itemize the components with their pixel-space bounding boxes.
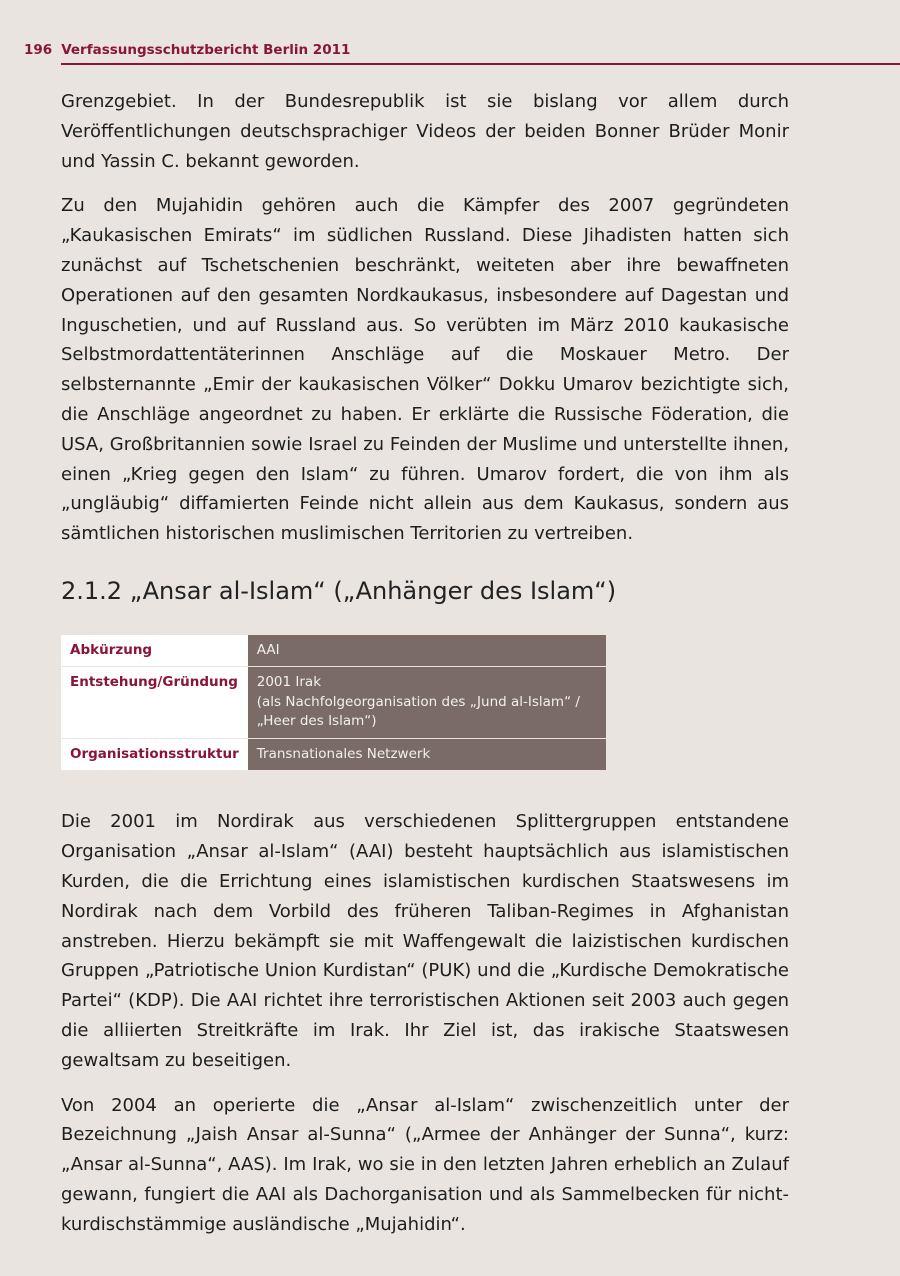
profile-table — [61, 635, 606, 772]
header-title: Verfassungsschutzbericht Berlin 2011 — [61, 42, 351, 58]
header-rule — [61, 63, 900, 65]
table-row — [61, 667, 606, 739]
paragraph: Zu den Mujahidin gehören auch die Kämpfer des 2007 gegründeten „Kaukasischen Emirats“ im südlichen Russland. Diese Jihadisten hatten sich zunächst auf Tschetschenien beschränkt, weiteten aber ihre bewaffneten Operationen auf den gesamten Nordkaukasus, insbesondere auf Dagestan und Inguschetien, und auf Russland aus. So verübten im März 2010 kaukasische Selbstmordattentäterinnen Anschläge auf die Moskauer Metro. Der selbsternannte „Emir der kaukasischen Völker“ Dokku Umarov bezichtigte sich, die Anschläge angeordnet zu haben. Er erklärte die Russische Föderation, die USA, Großbritannien sowie Israel zu Feinden der Muslime und unterstellte ihnen, einen „Krieg gegen den Islam“ zu führen. Umarov fordert, die von ihm als „ungläubig“ diffamierten Feinde nicht allein aus dem Kaukasus, sondern aus sämtlichen historischen muslimischen Territorien zu vertreiben. — [61, 195, 789, 545]
body-text — [61, 87, 789, 1255]
row-value — [248, 667, 606, 739]
row-key: Abkürzung — [61, 635, 248, 667]
paragraph: Von 2004 an operierte die „Ansar al-Islam“ zwischenzeitlich unter der Bezeichnung „Jaish Ansar al-Sunna“ („Armee der Anhänger der Sunna“, kurz: „Ansar al-Sunna“, AAS). Im Irak, wo sie in den letzten Jahren erheblich an Zulauf gewann, fungiert die AAI als Dachorganisation und als Sammelbecken für nicht-kurdischstämmige ausländische „Mujahidin“. — [61, 1094, 789, 1235]
table-row — [61, 635, 606, 667]
section-heading: 2.1.2 „Ansar al-Islam“ („Anhänger des Islam“) — [61, 576, 617, 605]
row-value — [248, 635, 606, 667]
value-line: (als Nachfolgeorganisation des „Jund al-Islam“ / — [256, 693, 580, 710]
value-line: „Heer des Islam“) — [256, 713, 377, 730]
value-line: 2001 Irak — [256, 674, 322, 691]
running-header — [24, 40, 900, 62]
paragraph: Grenzgebiet. In der Bundesrepublik ist sie bislang vor allem durch Veröffentlichungen deutschsprachiger Videos der beiden Bonner Brüder Monir und Yassin C. bekannt geworden. — [61, 91, 789, 172]
paragraph: Die 2001 im Nordirak aus verschiedenen Splittergruppen entstandene Organisation „Ansar al-Islam“ (AAI) besteht hauptsächlich aus islamistischen Kurden, die die Errichtung eines islamistischen kurdischen Staatswesens im Nordirak nach dem Vorbild des früheren Taliban-Regimes in Afghanistan anstreben. Hierzu bekämpft sie mit Waffengewalt die laizistischen kurdischen Gruppen „Patriotische Union Kurdistan“ (PUK) und die „Kurdische Demokratische Partei“ (KDP). Die AAI richtet ihre terroristischen Aktionen seit 2003 auch gegen die alliierten Streitkräfte im Irak. Ihr Ziel ist, das irakische Staatswesen gewaltsam zu beseitigen. — [61, 811, 789, 1071]
value-line: Transnationales Netzwerk — [256, 745, 431, 762]
page-number: 196 — [24, 42, 53, 58]
table-row — [61, 738, 606, 771]
row-key: Organisationsstruktur — [61, 738, 248, 771]
row-value — [248, 738, 606, 771]
row-key: Entstehung/Gründung — [61, 667, 248, 739]
value-line: AAI — [256, 641, 280, 658]
